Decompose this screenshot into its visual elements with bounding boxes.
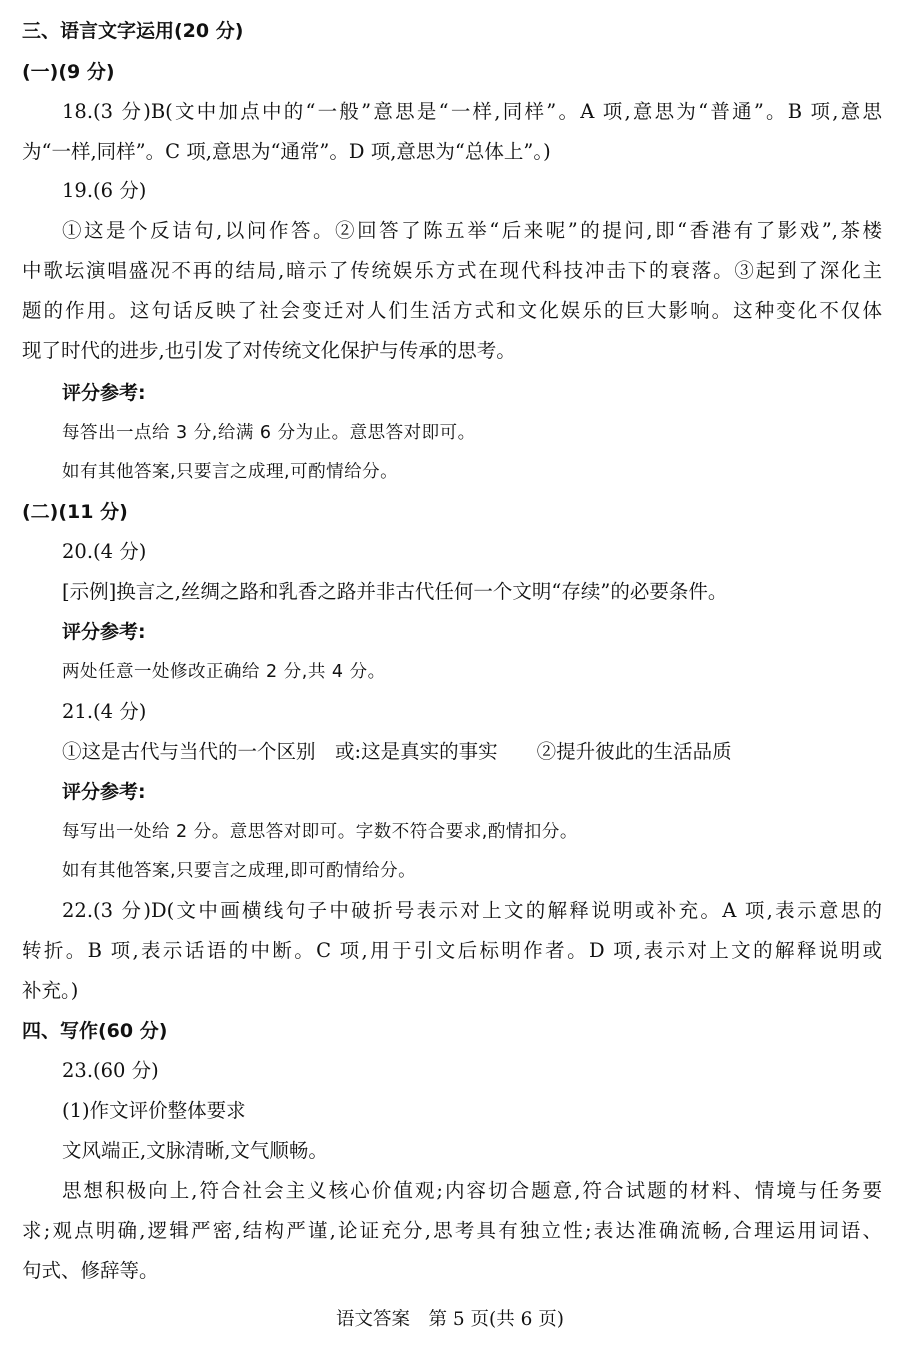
q21-score-label: 评分参考: — [62, 781, 146, 803]
q22-line-3: 补充。) — [22, 979, 79, 1002]
q23-subheading-1: (1)作文评价整体要求 — [62, 1099, 246, 1122]
q23-para-line-3: 句式、修辞等。 — [22, 1259, 159, 1282]
group-1-heading: (一)(9 分) — [22, 61, 115, 83]
q23-para-line-2: 求;观点明确,逻辑严密,结构严谨,论证充分,思考具有独立性;表达准确流畅,合理运用词语、 — [22, 1219, 882, 1242]
q19-line-1: ①这是个反诘句,以问作答。②回答了陈五举“后来呢”的提问,即“香港有了影戏”,茶楼 — [62, 219, 882, 242]
q23-title: 23.(60 分) — [62, 1059, 159, 1082]
q19-score-label: 评分参考: — [62, 382, 146, 404]
q19-line-3: 题的作用。这句话反映了社会变迁对人们生活方式和文化娱乐的巨大影响。这种变化不仅体 — [22, 299, 882, 322]
q18-line-1: 18.(3 分)B(文中加点中的“一般”意思是“一样,同样”。A 项,意思为“普通”。B 项,意思 — [62, 100, 882, 123]
q21-score-line-2: 如有其他答案,只要言之成理,即可酌情给分。 — [62, 861, 417, 881]
q18-line-2: 为“一样,同样”。C 项,意思为“通常”。D 项,意思为“总体上”。) — [22, 140, 551, 163]
q21-answer: ①这是古代与当代的一个区别 或:这是真实的事实 ②提升彼此的生活品质 — [62, 740, 732, 763]
q21-title: 21.(4 分) — [62, 700, 147, 723]
q19-score-line-2: 如有其他答案,只要言之成理,可酌情给分。 — [62, 462, 399, 482]
q20-score: 两处任意一处修改正确给 2 分,共 4 分。 — [62, 662, 386, 682]
section-3-heading: 三、语言文字运用(20 分) — [22, 20, 244, 42]
q20-score-label: 评分参考: — [62, 621, 146, 643]
q19-line-2: 中歌坛演唱盛况不再的结局,暗示了传统娱乐方式在现代科技冲击下的衰落。③起到了深化主 — [22, 259, 882, 282]
q20-title: 20.(4 分) — [62, 540, 147, 563]
page-footer: 语文答案 第 5 页(共 6 页) — [336, 1309, 564, 1330]
q23-para-line-1: 思想积极向上,符合社会主义核心价值观;内容切合题意,符合试题的材料、情境与任务要 — [62, 1179, 882, 1202]
q19-score-line-1: 每答出一点给 3 分,给满 6 分为止。意思答对即可。 — [62, 423, 476, 443]
q23-line-1: 文风端正,文脉清晰,文气顺畅。 — [62, 1139, 328, 1162]
q21-score-line-1: 每写出一处给 2 分。意思答对即可。字数不符合要求,酌情扣分。 — [62, 822, 578, 842]
q20-answer: [示例]换言之,丝绸之路和乳香之路并非古代任何一个文明“存续”的必要条件。 — [62, 580, 728, 603]
q22-line-1: 22.(3 分)D(文中画横线句子中破折号表示对上文的解释说明或补充。A 项,表示意思的 — [62, 899, 882, 922]
q19-title: 19.(6 分) — [62, 179, 147, 202]
section-4-heading: 四、写作(60 分) — [22, 1020, 168, 1042]
q22-line-2: 转折。B 项,表示话语的中断。C 项,用于引文后标明作者。D 项,表示对上文的解释说明或 — [22, 939, 882, 962]
group-2-heading: (二)(11 分) — [22, 501, 128, 523]
q19-line-4: 现了时代的进步,也引发了对传统文化保护与传承的思考。 — [22, 339, 516, 362]
